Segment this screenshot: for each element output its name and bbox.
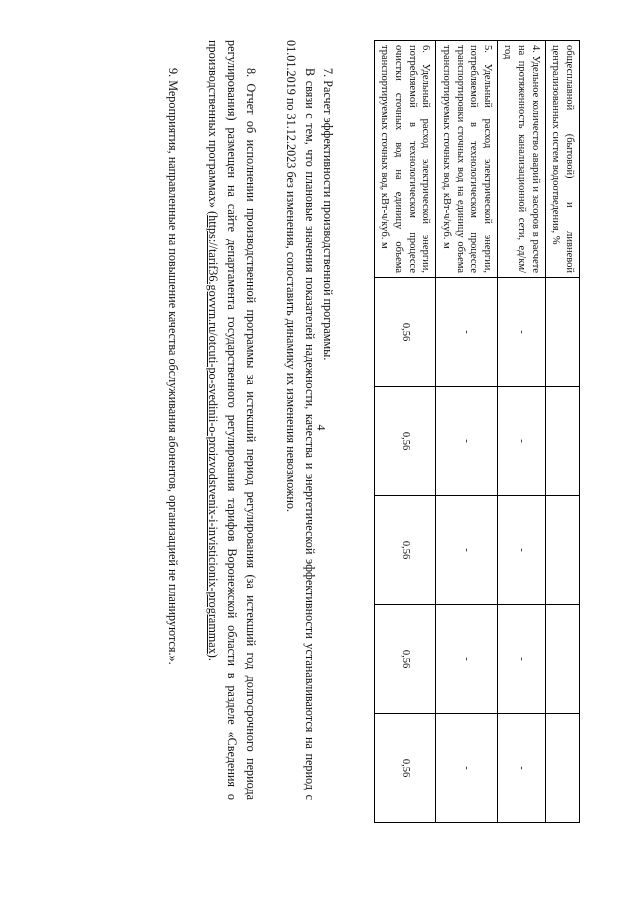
indicator-value — [545, 278, 579, 387]
indicator-name: общесплавной (бытовой) и ливневой централизованных систем водоотведения, % — [545, 41, 579, 278]
section-8-text — [203, 40, 260, 800]
indicator-value: - — [436, 714, 498, 823]
table-row — [545, 41, 579, 823]
indicator-name: 6. Удельный расход электрической энергии, потребляемой в технологическом процессе очистки сточных вод на единицу объема транспортируемых сточных вод, кВт-ч/куб. м — [374, 41, 436, 278]
indicators-table — [374, 40, 580, 823]
table-row — [497, 41, 545, 823]
indicator-value: 0,56 — [374, 496, 436, 605]
indicator-value: - — [497, 387, 545, 496]
section-7-heading: 7. Расчет эффективности производственной программы. — [321, 68, 335, 361]
indicator-value: - — [436, 496, 498, 605]
indicator-value — [545, 387, 579, 496]
section-8-text-before: 8. Отчет об исполнении производственной программы за истекший период регулирования (за истекший год долгосрочного периода регулирования) размещен на сайте департамента государственного регулирования тарифов Воронежской области в разделе «Сведения о производственных программах» ( — [206, 40, 258, 800]
indicator-name: 5. Удельный расход электрической энергии, потребляемой в технологическом процессе транспортировки сточных вод на единицу объема транспортируемых сточных вод, кВт-ч/куб. м — [436, 41, 498, 278]
indicator-value: 0,56 — [374, 714, 436, 823]
indicator-value: 0,56 — [374, 605, 436, 714]
section-8-text-after: ). — [206, 653, 221, 661]
indicator-value — [545, 605, 579, 714]
section-7-text: В связи с тем, что плановые значения показателей надежности, качества и энергетической эффективности устанавливаются на период с 01.01.2019 по 31.12.2023 без изменения, сопоставить динамику их изменения невозможно. — [284, 40, 317, 800]
indicator-value: 0,56 — [374, 278, 436, 387]
table-row — [436, 41, 498, 823]
indicator-value: - — [436, 605, 498, 714]
indicator-value: - — [436, 278, 498, 387]
indicator-value: - — [497, 605, 545, 714]
section-9-text: 9. Мероприятия, направленные на повышение качества обслуживания абонентов, организацией не планируются.». — [166, 68, 180, 665]
indicator-value: - — [436, 387, 498, 496]
indicator-value: - — [497, 278, 545, 387]
indicator-value: - — [497, 714, 545, 823]
page-number: 4 — [314, 424, 329, 431]
indicator-name: 4. Удельное количество аварий и засоров в расчете на протяженность канализационной сети, ед/км/год — [497, 41, 545, 278]
department-website-link[interactable]: https://tarif36.govvrn.ru/otcuti-po-svedinii-o-proizvodstvenix-i-invisticionix-programmax — [206, 215, 221, 654]
indicator-value: - — [497, 496, 545, 605]
indicator-value — [545, 714, 579, 823]
table-row — [374, 41, 436, 823]
rotated-page-content — [60, 40, 580, 860]
indicator-value: 0,56 — [374, 387, 436, 496]
indicator-value — [545, 496, 579, 605]
